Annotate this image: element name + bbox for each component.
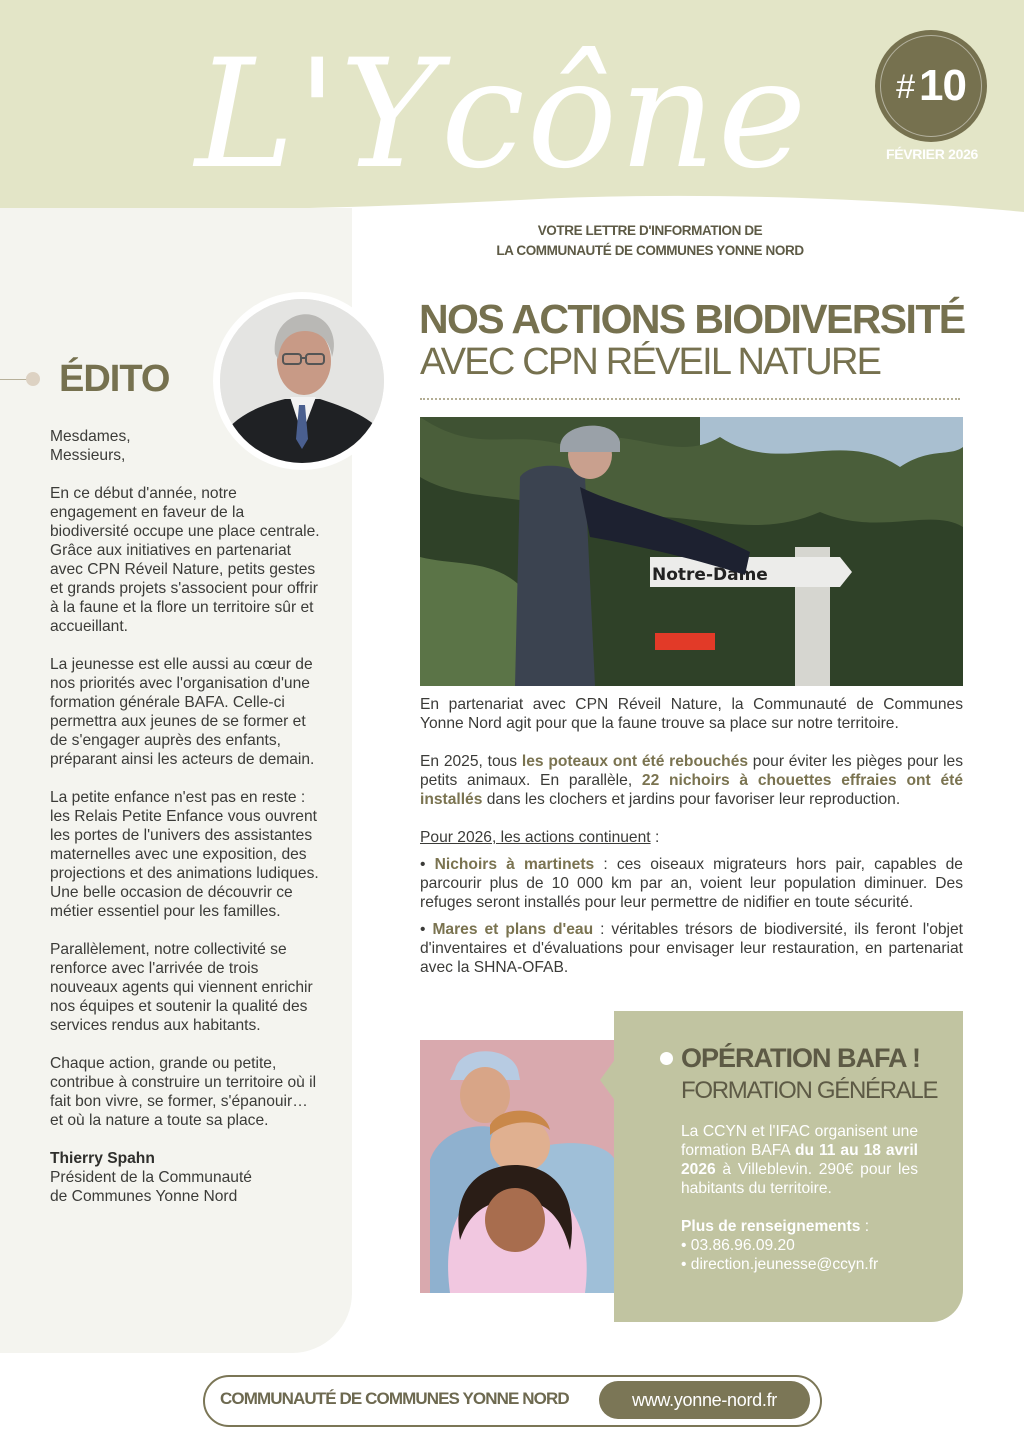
- bafa-box-notch: [600, 1058, 616, 1102]
- issue-badge: [875, 30, 987, 142]
- article-bullet: [420, 920, 963, 977]
- bafa-photo: [420, 1040, 615, 1293]
- edito-paragraph: Chaque action, grande ou petite, contribue à construire un territoire où il fait bon vivre, se former, s'épanouir… et où la nature a toute sa place.: [50, 1055, 317, 1129]
- article-title: NOS ACTIONS BIODIVERSITÉ: [419, 296, 965, 342]
- article-2025-actions: [420, 752, 963, 809]
- bullet-mark: •: [420, 856, 435, 873]
- underlined-heading: Pour 2026, les actions continuent: [420, 829, 651, 846]
- text-run: La CCYN et l'IFAC organisent une formation BAFA: [681, 1123, 918, 1159]
- text-run: dans les clochers et jardins pour favoriser leur reproduction.: [482, 791, 901, 808]
- edito-paragraph: La petite enfance n'est pas en reste : les Relais Petite Enfance vous ouvrent les portes de l'univers des assistantes maternelles avec une exposition, des projections et des animations ludiques. Une belle occasion de découvrir ce métier essentiel pour les familles.: [50, 789, 319, 920]
- edito-paragraph: Parallèlement, notre collectivité se renforce avec l'arrivée de trois nouveaux agents qui viennent enrichir nos équipes et soutenir la qualité des services rendus aux habitants.: [50, 941, 313, 1034]
- bafa-dates: du 11 au 18 avril 2026: [681, 1142, 918, 1178]
- bullet-text: : véritables trésors de biodiversité, ils feront l'objet d'inventaires et d'évaluations pour envisager leur restauration, en partenariat avec la SHNA-OFAB.: [420, 921, 964, 976]
- bullet-mark: •: [420, 921, 433, 938]
- article-intro: En partenariat avec CPN Réveil Nature, la Communauté de Communes Yonne Nord agit pour que la faune trouve sa place sur notre territoire.: [420, 696, 963, 732]
- text-run: :: [860, 1218, 870, 1235]
- bafa-email[interactable]: • direction.jeunesse@ccyn.fr: [681, 1256, 879, 1273]
- youth-group-illustration: [420, 1040, 615, 1293]
- highlight-nichoirs: 22 nichoirs à chouettes effraies ont été installés: [420, 772, 963, 808]
- text-run: pour éviter les pièges pour les petits animaux. En parallèle,: [420, 753, 964, 789]
- issue-date: FÉVRIER 2026: [885, 146, 979, 162]
- issue-hash: #: [896, 67, 915, 106]
- text-run: à Villeblevin. 290€ pour les habitants du territoire.: [681, 1161, 918, 1197]
- edito-signature: [50, 1149, 325, 1206]
- edito-paragraph: En ce début d'année, notre engagement en faveur de la biodiversité occupe une place centrale. Grâce aux initiatives en partenariat avec CPN Réveil Nature, petits gestes et grands projets s'associent pour offrir à la faune et la flore un territoire sûr et accueillant.: [50, 485, 320, 635]
- edito-body: [50, 427, 325, 1225]
- tagline-line-1: VOTRE LETTRE D'INFORMATION DE: [537, 223, 763, 238]
- tagline-line-2: LA COMMUNAUTÉ DE COMMUNES YONNE NORD: [496, 243, 804, 258]
- issue-number: 10: [918, 61, 966, 110]
- edito-paragraph: La jeunesse est elle aussi au cœur de nos priorités avec l'organisation d'une formation générale BAFA. Celle-ci permettra aux jeunes de se former et de s'engager auprès des enfants, préparant ainsi les acteurs de demain.: [50, 656, 315, 768]
- text-run: En 2025, tous: [420, 753, 522, 770]
- bafa-title: OPÉRATION BAFA !: [681, 1043, 920, 1073]
- text-run: :: [650, 829, 660, 846]
- bullet-text: : ces oiseaux migrateurs hors pair, capables de parcourir plus de 10 000 km par an, voient leur population diminuer. Des refuges seront installés pour leur permettre de nidifier en toute sécurité.: [420, 856, 963, 911]
- footer-organization: COMMUNAUTÉ DE COMMUNES YONNE NORD: [220, 1389, 569, 1408]
- greeting-line-2: Messieurs,: [50, 447, 126, 464]
- edito-greeting: [50, 427, 325, 465]
- article-2026-heading: [420, 828, 963, 847]
- article-photo: [420, 417, 963, 686]
- bafa-contacts: [681, 1217, 918, 1274]
- signature-role-line-2: de Communes Yonne Nord: [50, 1188, 238, 1205]
- greeting-line-1: Mesdames,: [50, 428, 131, 445]
- website-link[interactable]: www.yonne-nord.fr: [599, 1381, 810, 1419]
- volunteer-sign-illustration: [420, 417, 963, 686]
- edito-divider-line: [0, 379, 28, 380]
- bafa-description: [681, 1122, 918, 1198]
- dotted-divider: [420, 398, 960, 400]
- tagline: [440, 221, 860, 261]
- highlight-poteaux: les poteaux ont été rebouchés: [521, 753, 749, 770]
- bafa-subtitle: FORMATION GÉNÉRALE: [681, 1077, 938, 1104]
- bullet-label: Mares et plans d'eau: [432, 921, 594, 938]
- edito-bullet-dot: [26, 372, 40, 386]
- bafa-body: [681, 1122, 918, 1293]
- signature-name: Thierry Spahn: [50, 1150, 155, 1167]
- article-bullet: [420, 855, 963, 912]
- bullet-label: Nichoirs à martinets: [434, 856, 595, 873]
- edito-heading: ÉDITO: [59, 358, 170, 400]
- sign-text: Notre-Dame: [652, 565, 768, 585]
- info-label: Plus de renseignements: [681, 1218, 861, 1235]
- article-body: [420, 695, 963, 985]
- bafa-phone[interactable]: • 03.86.96.09.20: [681, 1237, 795, 1254]
- article-subtitle: AVEC CPN RÉVEIL NATURE: [420, 341, 881, 383]
- signature-role-line-1: Président de la Communauté: [50, 1169, 252, 1186]
- newsletter-logo: L'Ycône: [195, 28, 809, 202]
- bafa-bullet-dot: [660, 1052, 673, 1065]
